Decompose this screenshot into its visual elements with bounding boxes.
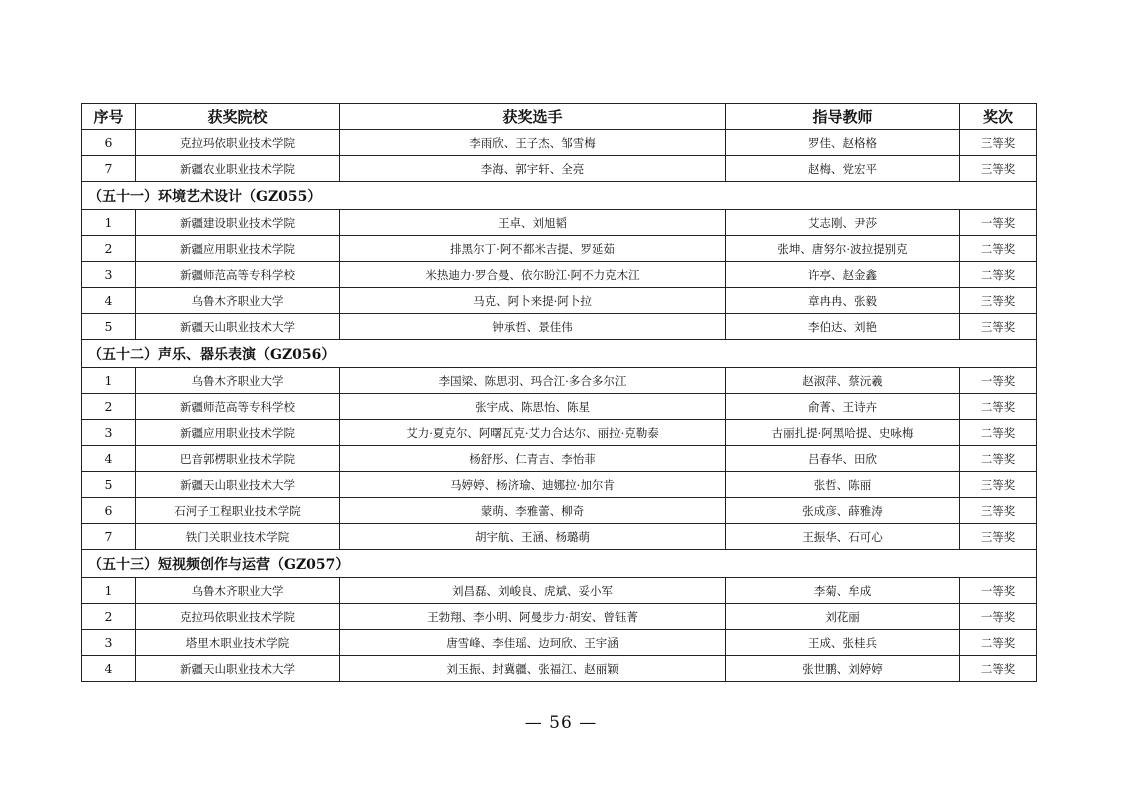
cell-players: 钟承哲、景佳伟 <box>340 314 726 340</box>
cell-seq: 4 <box>82 656 136 682</box>
cell-seq: 1 <box>82 210 136 236</box>
cell-players: 马克、阿卜来提·阿卜拉 <box>340 288 726 314</box>
cell-teachers: 张坤、唐努尔·波拉提别克 <box>726 236 960 262</box>
cell-teachers: 张成彦、薛雅涛 <box>726 498 960 524</box>
cell-seq: 5 <box>82 472 136 498</box>
cell-school: 克拉玛依职业技术学院 <box>136 130 340 156</box>
cell-seq: 6 <box>82 130 136 156</box>
cell-seq: 4 <box>82 446 136 472</box>
cell-players: 唐雪峰、李佳瑶、边珂欣、王宇涵 <box>340 630 726 656</box>
cell-award: 三等奖 <box>960 156 1037 182</box>
cell-seq: 2 <box>82 236 136 262</box>
cell-teachers: 许亭、赵金鑫 <box>726 262 960 288</box>
section-row <box>82 340 1037 368</box>
cell-players: 杨舒彤、仁青吉、李怡菲 <box>340 446 726 472</box>
cell-award: 三等奖 <box>960 524 1037 550</box>
cell-school: 石河子工程职业技术学院 <box>136 498 340 524</box>
section-title: （五十一）环境艺术设计（GZ055） <box>82 182 1037 210</box>
cell-teachers: 张哲、陈丽 <box>726 472 960 498</box>
cell-seq: 3 <box>82 262 136 288</box>
cell-teachers: 吕春华、田欣 <box>726 446 960 472</box>
cell-seq: 7 <box>82 156 136 182</box>
table-row <box>82 420 1037 446</box>
cell-teachers: 罗佳、赵格格 <box>726 130 960 156</box>
cell-players: 刘昌磊、刘峻良、虎斌、妥小军 <box>340 578 726 604</box>
table-row <box>82 472 1037 498</box>
cell-award: 三等奖 <box>960 472 1037 498</box>
cell-seq: 3 <box>82 630 136 656</box>
cell-players: 李海、郭宇轩、全亮 <box>340 156 726 182</box>
cell-players: 蒙萌、李雅蕾、柳奇 <box>340 498 726 524</box>
cell-award: 二等奖 <box>960 394 1037 420</box>
cell-school: 新疆应用职业技术学院 <box>136 420 340 446</box>
cell-award: 二等奖 <box>960 236 1037 262</box>
cell-school: 新疆应用职业技术学院 <box>136 236 340 262</box>
cell-teachers: 艾志刚、尹莎 <box>726 210 960 236</box>
table-row <box>82 394 1037 420</box>
table-row <box>82 604 1037 630</box>
cell-seq: 6 <box>82 498 136 524</box>
cell-seq: 7 <box>82 524 136 550</box>
table-row <box>82 498 1037 524</box>
cell-players: 李雨欣、王子杰、邹雪梅 <box>340 130 726 156</box>
cell-award: 一等奖 <box>960 210 1037 236</box>
cell-school: 新疆师范高等专科学校 <box>136 262 340 288</box>
header-teachers: 指导教师 <box>726 104 960 130</box>
cell-seq: 3 <box>82 420 136 446</box>
cell-teachers: 王振华、石可心 <box>726 524 960 550</box>
cell-players: 刘玉振、封冀疆、张福江、赵丽颖 <box>340 656 726 682</box>
cell-teachers: 李伯达、刘艳 <box>726 314 960 340</box>
table-row <box>82 368 1037 394</box>
table-row <box>82 446 1037 472</box>
table-row <box>82 130 1037 156</box>
header-players: 获奖选手 <box>340 104 726 130</box>
cell-teachers: 赵梅、党宏平 <box>726 156 960 182</box>
cell-school: 新疆农业职业技术学院 <box>136 156 340 182</box>
header-seq: 序号 <box>82 104 136 130</box>
cell-teachers: 赵淑萍、蔡沅羲 <box>726 368 960 394</box>
cell-award: 三等奖 <box>960 288 1037 314</box>
page-number: — 56 — <box>524 713 598 733</box>
cell-school: 新疆师范高等专科学校 <box>136 394 340 420</box>
cell-players: 米热迪力·罗合曼、依尔盼江·阿不力克木江 <box>340 262 726 288</box>
cell-seq: 5 <box>82 314 136 340</box>
cell-school: 铁门关职业技术学院 <box>136 524 340 550</box>
cell-school: 巴音郭楞职业技术学院 <box>136 446 340 472</box>
cell-school: 塔里木职业技术学院 <box>136 630 340 656</box>
cell-players: 胡宇航、王涵、杨璐萌 <box>340 524 726 550</box>
cell-school: 新疆建设职业技术学院 <box>136 210 340 236</box>
cell-award: 二等奖 <box>960 262 1037 288</box>
award-table <box>81 103 1037 682</box>
cell-award: 二等奖 <box>960 656 1037 682</box>
cell-seq: 1 <box>82 578 136 604</box>
cell-seq: 4 <box>82 288 136 314</box>
cell-players: 艾力·夏克尔、阿曙瓦克·艾力合达尔、丽拉·克勒泰 <box>340 420 726 446</box>
table-row <box>82 524 1037 550</box>
table-row <box>82 314 1037 340</box>
table-row <box>82 630 1037 656</box>
cell-players: 张宇成、陈思怡、陈星 <box>340 394 726 420</box>
cell-players: 排黑尔丁·阿不都米吉提、罗延茹 <box>340 236 726 262</box>
cell-seq: 2 <box>82 604 136 630</box>
cell-award: 二等奖 <box>960 420 1037 446</box>
cell-teachers: 俞菁、王诗卉 <box>726 394 960 420</box>
cell-players: 王卓、刘旭韬 <box>340 210 726 236</box>
cell-seq: 2 <box>82 394 136 420</box>
cell-school: 乌鲁木齐职业大学 <box>136 578 340 604</box>
cell-teachers: 古丽扎提·阿黑哈提、史咏梅 <box>726 420 960 446</box>
cell-school: 克拉玛依职业技术学院 <box>136 604 340 630</box>
table-row <box>82 656 1037 682</box>
table-row <box>82 236 1037 262</box>
header-school: 获奖院校 <box>136 104 340 130</box>
table-row <box>82 288 1037 314</box>
cell-award: 二等奖 <box>960 446 1037 472</box>
cell-teachers: 王成、张桂兵 <box>726 630 960 656</box>
section-row <box>82 182 1037 210</box>
section-title: （五十二）声乐、器乐表演（GZ056） <box>82 340 1037 368</box>
cell-award: 一等奖 <box>960 604 1037 630</box>
cell-school: 新疆天山职业技术大学 <box>136 472 340 498</box>
cell-school: 乌鲁木齐职业大学 <box>136 368 340 394</box>
cell-players: 李国梁、陈思羽、玛合江·多合多尔江 <box>340 368 726 394</box>
cell-award: 一等奖 <box>960 368 1037 394</box>
section-row <box>82 550 1037 578</box>
header-row <box>82 104 1037 130</box>
cell-players: 王勃翔、李小明、阿曼步力·胡安、曾钰菁 <box>340 604 726 630</box>
cell-school: 新疆天山职业技术大学 <box>136 314 340 340</box>
cell-award: 三等奖 <box>960 314 1037 340</box>
cell-teachers: 章冉冉、张毅 <box>726 288 960 314</box>
cell-school: 新疆天山职业技术大学 <box>136 656 340 682</box>
cell-award: 一等奖 <box>960 578 1037 604</box>
cell-award: 二等奖 <box>960 630 1037 656</box>
cell-teachers: 刘花丽 <box>726 604 960 630</box>
cell-school: 乌鲁木齐职业大学 <box>136 288 340 314</box>
cell-award: 三等奖 <box>960 130 1037 156</box>
table-row <box>82 156 1037 182</box>
cell-teachers: 李菊、牟成 <box>726 578 960 604</box>
cell-players: 马婷婷、杨济瑜、迪娜拉·加尔肯 <box>340 472 726 498</box>
section-title: （五十三）短视频创作与运营（GZ057） <box>82 550 1037 578</box>
table-row <box>82 578 1037 604</box>
cell-teachers: 张世鹏、刘婷婷 <box>726 656 960 682</box>
header-award: 奖次 <box>960 104 1037 130</box>
table-row <box>82 210 1037 236</box>
cell-award: 三等奖 <box>960 498 1037 524</box>
table-row <box>82 262 1037 288</box>
cell-seq: 1 <box>82 368 136 394</box>
table-body <box>82 130 1037 682</box>
